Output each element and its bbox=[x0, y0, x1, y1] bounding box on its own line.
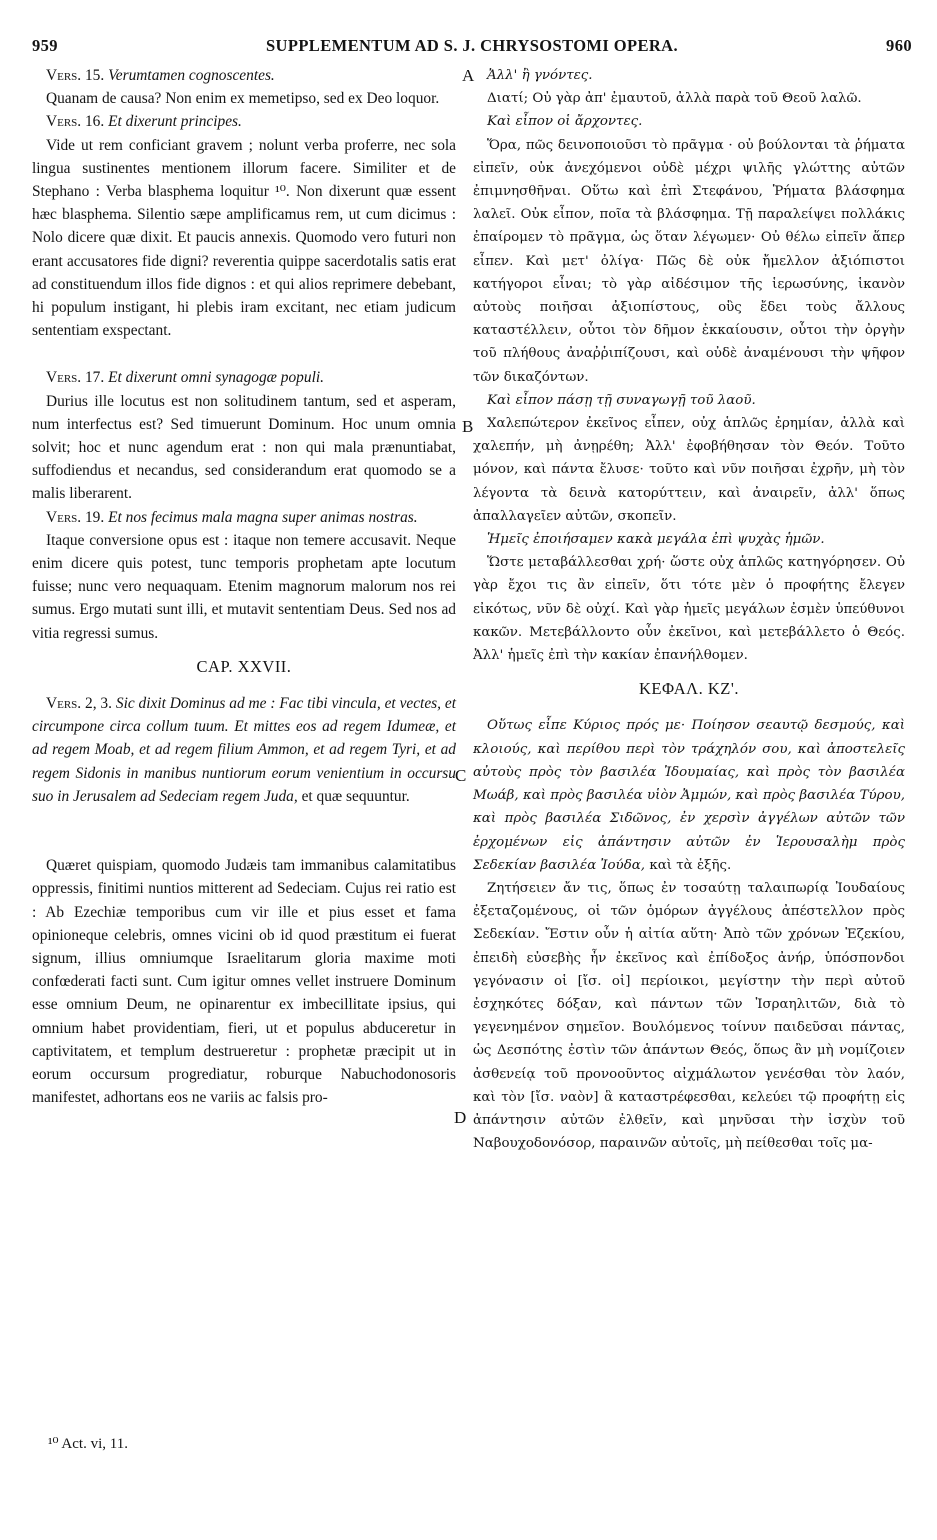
running-header bbox=[32, 36, 912, 62]
greek-verse: Καὶ εἶπον πάσῃ τῇ συναγωγῇ τοῦ λαοῦ. bbox=[487, 392, 756, 408]
chapter-heading-greek: ΚΕΦΑΛ. ΚΖ'. bbox=[639, 679, 739, 699]
latin-paragraph: Quæret quispiam, quomodo Judæis tam immanibus calamitatibus oppressis, finitimi nuntios mitterent ad Sedeciam. Cujus rei ratio est : Ab Ezechiæ temporibus cum vir ille et pius esset et fama opinioneque celebris, omnes vicini ob id quod præstitum ei fuerat signum, illius omniumque Israelitarum gloria maxime moti confœderati facti sunt. Cum igitur omnes vellet instruere Dominum esse omnium Deum, ne opinarentur ex imbecillitate ipsius, qui omnium habet providentiam, fieri, ut et populus abduceretur in captivitatem, et templum destrueretur : prophetæ præcipit ut in eorum occursum progrediatur, roburque Nabuchodonosoris manifestet, adhortans eos ne variis ac falsis pro- bbox=[32, 857, 456, 1107]
margin-letter-c: C bbox=[455, 766, 467, 785]
greek-paragraph: Χαλεπώτερον ἐκεῖνος εἶπεν, οὐχ ἁπλῶς ἐρημίαν, ἀλλὰ καὶ χαλεπήν, μὴ ἀνῃρέθη; Ἀλλ' ἐφοβήθησαν τὸν Θεόν. Τοῦτο μόνον, καὶ πάντα ἔλυσε· τοῦτο καὶ νῦν ποιῆσαι ἐχρῆν, μὴ τὸν λέγοντα τὰ δεινὰ κατορύττειν, καὶ ἀναιρεῖν, ἀλλ' ὅπως ἀπαλλαγεῖεν αὐτῶν, σκοπεῖν. bbox=[473, 416, 905, 524]
margin-letter-d: D bbox=[454, 1108, 467, 1127]
verse-heading: Vers. 17. Et dixerunt omni synagogæ populi. bbox=[46, 369, 324, 387]
footnote: ¹⁰ Act. vi, 11. bbox=[48, 1436, 128, 1452]
latin-column bbox=[32, 64, 456, 1109]
greek-paragraph: Ὥστε μεταβάλλεσθαι χρή· ὥστε οὐχ ἁπλῶς κατηγόρησεν. Οὐ γὰρ ἔχοι τις ἂν εἰπεῖν, ὅτι τότε μὲν ὁ προφήτης ἔλεγεν εἰκότως, νῦν δὲ οὐχί. Καὶ γὰρ ἡμεῖς μεγάλων ἐσμὲν ὑπεύθυνοι κακῶν. Μετεβάλλοντο οὖν ἐκεῖνοι, καὶ μετεβάλλετο ὁ Θεός. Ἀλλ' ἡμεῖς ἐπὶ τὴν κακίαν ἐπανήλθομεν. bbox=[473, 555, 905, 664]
verse-heading: Vers. 15. Verumtamen cognoscentes. bbox=[46, 67, 275, 84]
latin-paragraph: Durius ille locutus est non solitudinem tantum, sed et asperam, num interfectus est? Sed timuerunt Dominum. Hoc unum omnia solvit; hoc et nunc agendum erat : non qui mala prænuntiabat, suffodiendus et necandus, sed considerandum erat quomodo se a malis liberarent. bbox=[32, 392, 456, 503]
running-title: SUPPLEMENTUM AD S. J. CHRYSOSTOMI OPERA. bbox=[265, 36, 679, 55]
latin-paragraph: Vide ut rem conficiant gravem ; nolunt verba proferre, nec sola lingua sustinentes mentionem illorum facere. Similiter et de Stephano : Verba blasphema loquitur ¹⁰. Non dixerunt quæ essent hæc blasphema. Silentio sæpe amplificamus rem, ut cum dicimus : Nolo dicere quæ dixit. Et paucis annexis. Quomodo vero futuri non erant accusatores fide digni? reverentia quippe sacerdotalis satis erat ad constituendum illos fide dignos : et qui alios reprimere debebant, hi populum instigant, hi plebis iram excitant, nec etiam judicum sententiam exspectant. bbox=[32, 136, 456, 340]
verse-heading: Vers. 16. Et dixerunt principes. bbox=[46, 113, 242, 131]
greek-verse: Καὶ εἶπον οἱ ἄρχοντες. bbox=[487, 114, 643, 130]
margin-letter-b: B bbox=[462, 417, 474, 436]
greek-verse-block: Οὕτως εἶπε Κύριος πρός με· Ποίησον σεαυτῷ δεσμούς, καὶ κλοιούς, καὶ περίθου περὶ τὸν τράχηλόν σου, καὶ ἀποστελεῖς αὐτοὺς πρὸς τὸν βασιλέα Ἰδουμαίας, καὶ πρὸς τὸν βασιλέα Μωάβ, καὶ πρὸς βασιλέα υἱὸν Ἀμμών, καὶ πρὸς βασιλέα Τύρου, καὶ πρὸς βασιλέα Σιδῶνος, ἐν χερσὶν ἀγγέλων αὐτῶν τῶν ἐρχομένων εἰς ἀπάντησιν αὐτῶν ἐν Ἱερουσαλὴμ πρὸς Σεδεκίαν βασιλέα Ἰούδα, καὶ τὰ ἑξῆς. bbox=[473, 718, 905, 873]
page-number-right: 960 bbox=[886, 36, 912, 55]
chapter-heading-latin: CAP. XXVII. bbox=[196, 656, 292, 676]
verse-heading: Vers. 19. Et nos fecimus mala magna super animas nostras. bbox=[46, 508, 418, 526]
latin-paragraph: Itaque conversione opus est : itaque non temere accusavit. Neque enim dicere quis potest, tunc temporis prophetam apte locutum fuisse; nunc vero nequaquam. Etenim magnorum malorum nos rei sumus. Ergo mutati sunt illi, et mutavit sententiam Deus. Sed nos ad vitia regressi sumus. bbox=[32, 531, 456, 642]
margin-letter-a: A bbox=[462, 66, 475, 85]
greek-paragraph: Ὅρα, πῶς δεινοποιοῦσι τὸ πρᾶγμα · οὐ βούλονται τὰ ῥήματα εἰπεῖν, οὐκ ἀνεχόμενοι οὐδὲ μέχρι ψιλῆς γλώττης αὐτῶν ἐπιμνησθῆναι. Οὕτω καὶ ἐπὶ Στεφάνου, Ῥήματα βλάσφημα λαλεῖ. Οὐκ εἶπον, ποῖα τὰ βλάσφημα. Τῇ παραλείψει πολλάκις ἐπαίρομεν τὸ πρᾶγμα, ὡς ὅταν λέγωμεν· Οὐ θέλω εἰπεῖν ἅπερ εἶπεν. Καὶ μετ' ὀλίγα· Πῶς δὲ οὐκ ἤμελλον ἀξιόπιστοι κατήγοροι εἶναι; τὸ γὰρ αἰδέσιμον τῆς ἱερωσύνης, ἱκανὸν αὐτοὺς ποιῆσαι ἀξιοπίστους, οὓς ἔδει τοὺς ἄλλους καταστέλλειν, οὗτοι τὸν δῆμον ἐκκαίουσιν, οὗτοι τὴν ὀργὴν τοῦ πλήθους ἀναῤῥιπίζουσι, καὶ οὐδὲ ἀναμένουσι τὴν ψῆφον τῶν δικαζόντων. bbox=[473, 137, 905, 385]
greek-paragraph: Ζητήσειεν ἄν τις, ὅπως ἐν τοσαύτῃ ταλαιπωρίᾳ Ἰουδαίους ἐξεταζομένους, οἱ τῶν ὁμόρων ἀγγέλους ἀπέστελλον πρὸς Σεδεκίαν. Ἔστιν οὖν ἡ αἰτία αὕτη· Ἀπὸ τῶν χρόνων Ἐζεκίου, ἐπειδὴ εὐσεβὴς ἦν ἐκεῖνος καὶ ἐπίδοξος ἀνήρ, ὑπόσπονδοι γεγόνασιν οἱ [ἴσ. οἱ] περίοικοι, μεγίστην τὴν περὶ αὐτοῦ ἐσχηκότες δόξαν, καὶ πάντων τῶν Ἰσραηλιτῶν, διὰ τὸ γεγενημένον σημεῖον. Βουλόμενος τοίνυν παιδεῦσαι πάντας, ὡς Δεσπότης ἐστὶν τῶν ἁπάντων Θεός, ὅπως ἂν μὴ νομίζοιεν ἀσθενείᾳ τοῦ προνοοῦντος αἰχμάλωτον γενέσθαι τὸν λαόν, καὶ τὸν [ἴσ. ναὸν] ἃ καταστρέφεσθαι, κελεύει τῷ προφήτῃ εἰς ἀπάντησιν αὐτῶν ἐλθεῖν, καὶ μηνῦσαι τὴν ἰσχὺν τοῦ Ναβουχοδονόσορ, παραινῶν αὐτοῖς, μὴ πείθεσθαι τοῖς μα- bbox=[473, 880, 905, 1152]
page-number-left: 959 bbox=[32, 36, 58, 55]
greek-paragraph: Διατί; Οὐ γὰρ ἀπ' ἐμαυτοῦ, ἀλλὰ παρὰ τοῦ Θεοῦ λαλῶ. bbox=[487, 91, 862, 107]
greek-verse: Ἀλλ' ἢ γνόντες. bbox=[487, 68, 593, 83]
greek-column bbox=[473, 64, 905, 1155]
greek-verse: Ἡμεῖς ἐποιήσαμεν κακὰ μεγάλα ἐπὶ ψυχὰς ἡμῶν. bbox=[487, 532, 825, 548]
verse-heading: Vers. 2, 3. Sic dixit Dominus ad me : Fac tibi vincula, et vectes, et circumpone circa collum tuum. Et mittes eos ad regem Idumeæ, et ad regem Moab, et ad regem filium Ammon, et ad regem Tyri, et ad regem Sidonis in manibus nuntiorum eorum venientium in occursu suo in Jerusalem ad Sedeciam regem Juda, et quæ sequuntur. bbox=[32, 695, 456, 805]
latin-paragraph: Quanam de causa? Non enim ex memetipso, sed ex Deo loquor. bbox=[46, 90, 440, 108]
